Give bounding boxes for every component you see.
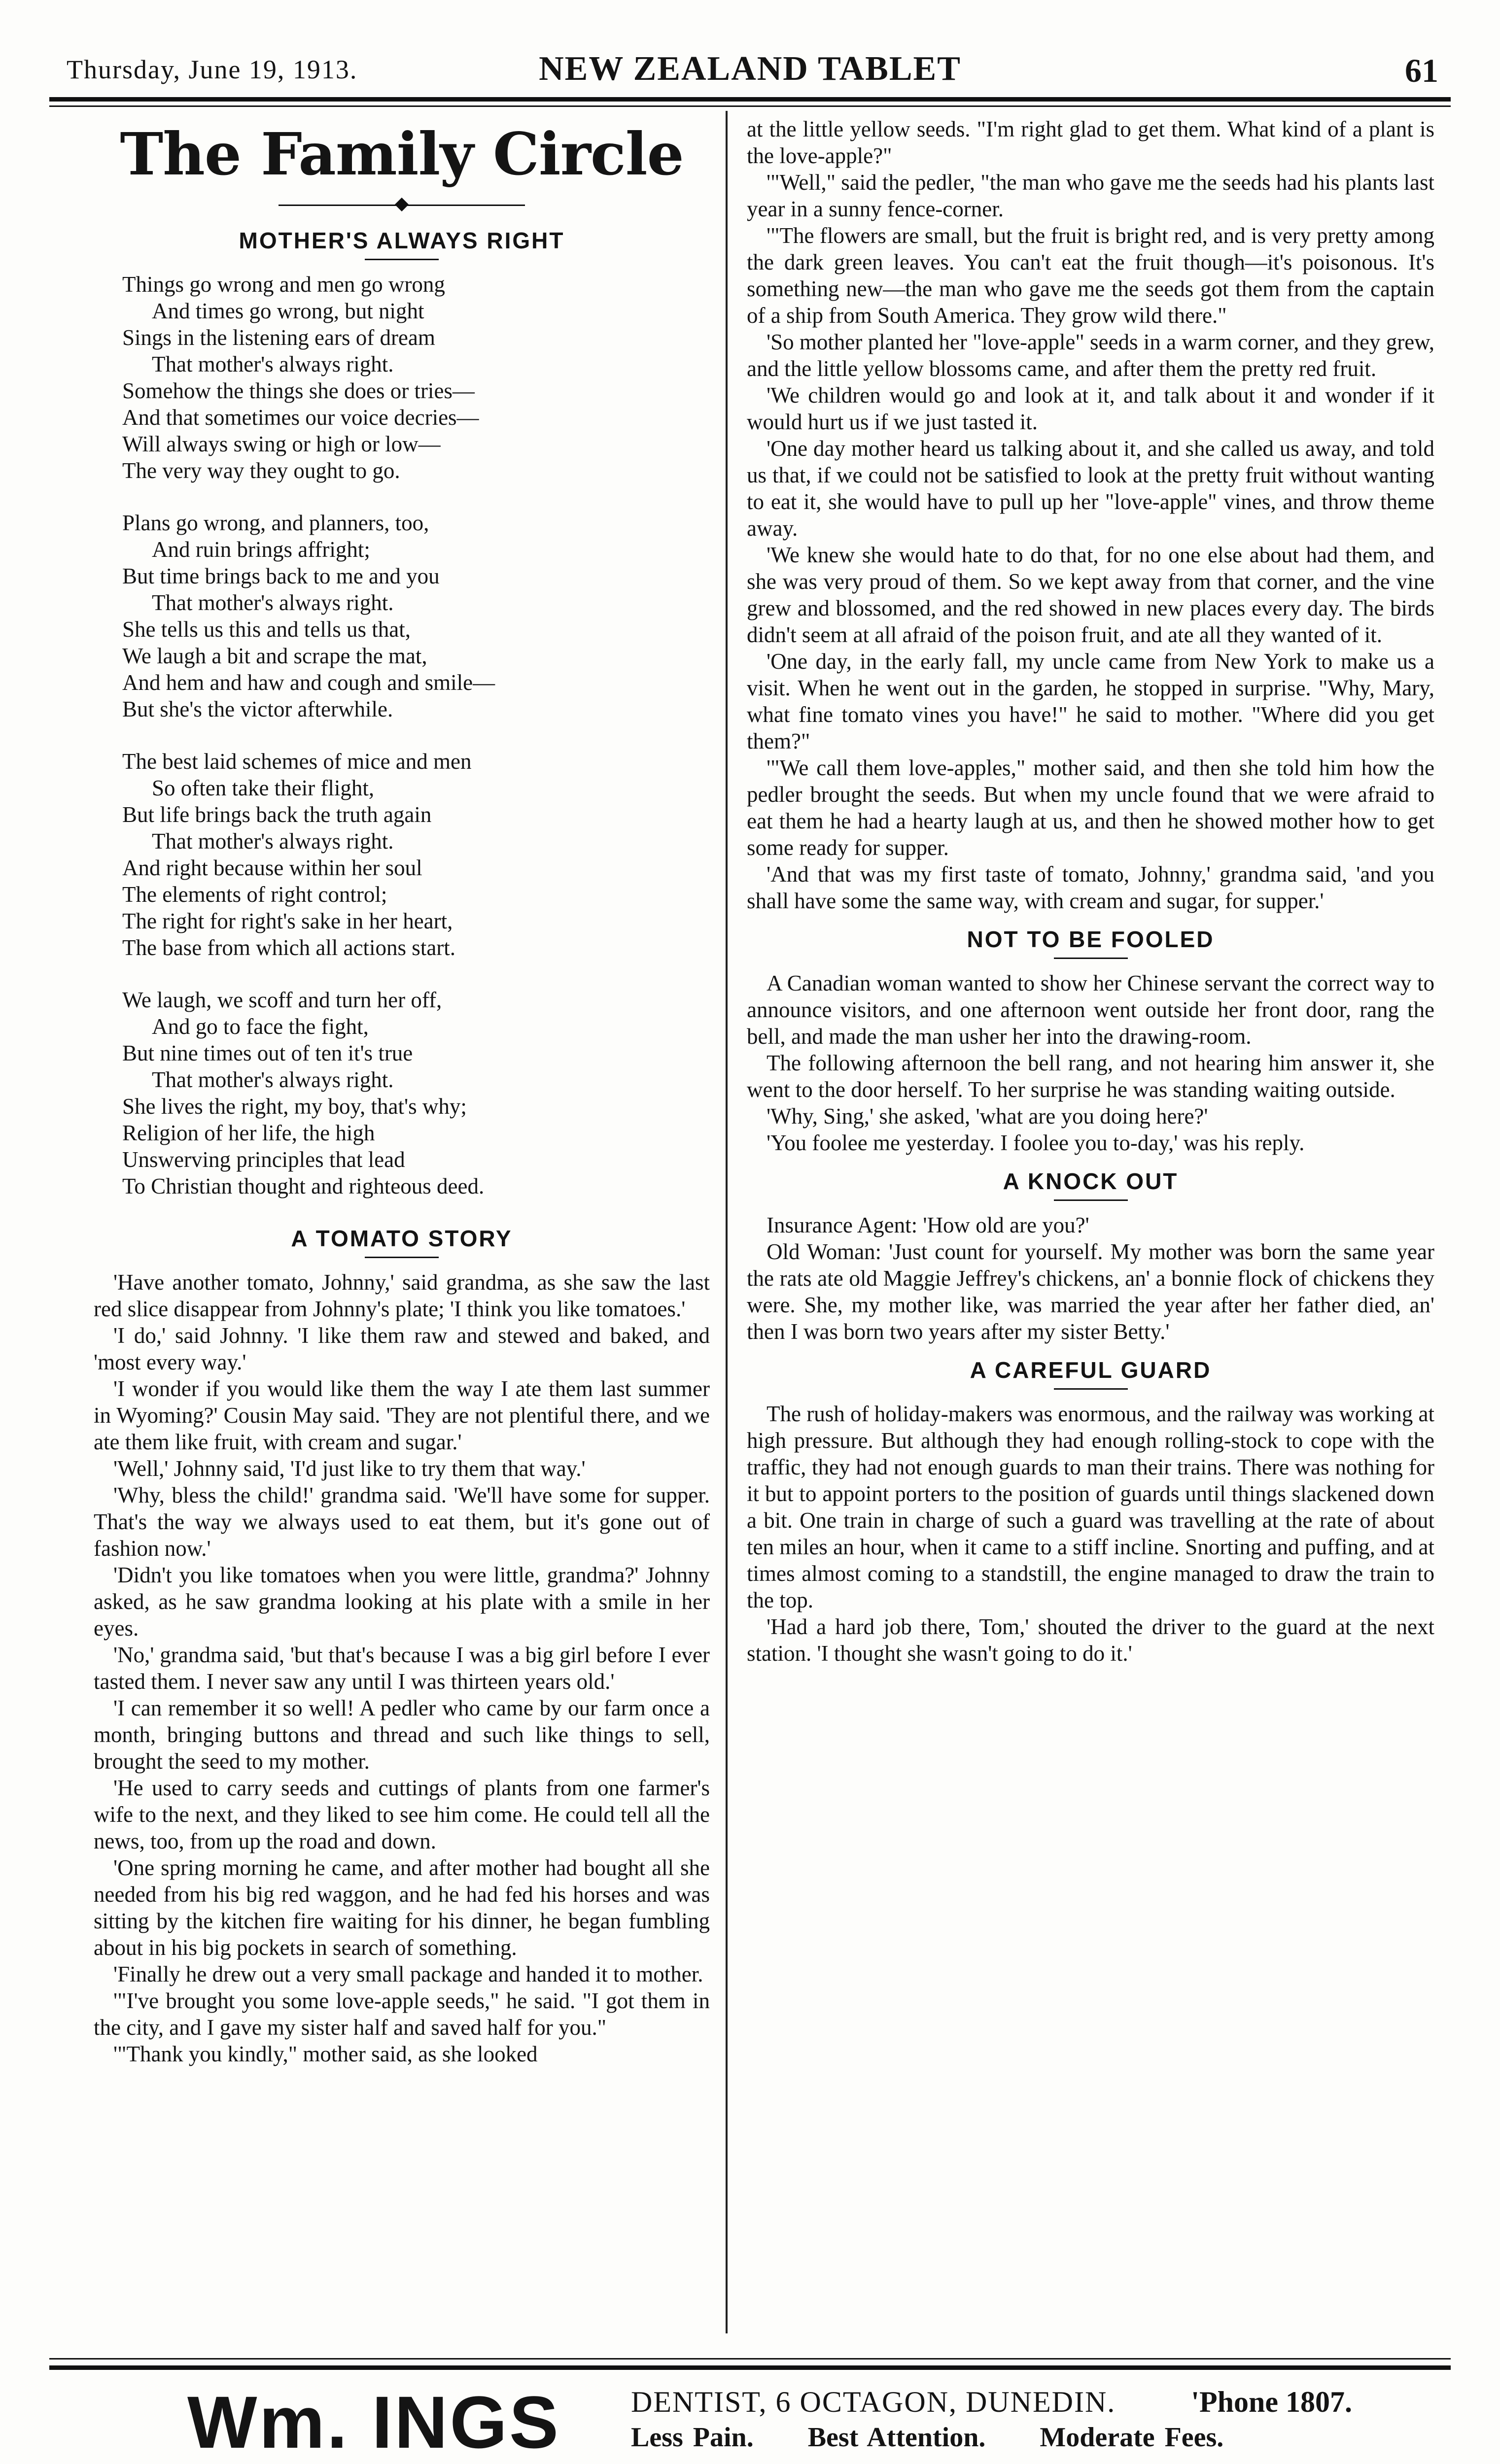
newspaper-name: NEW ZEALAND TABLET: [539, 50, 961, 88]
advert-slogans: [631, 2422, 1268, 2453]
fooled-paragraph: The following afternoon the bell rang, and not hearing him answer it, she went to the door herself. To her surprise he was standing waiting outside.: [747, 1051, 1434, 1102]
heading-rule: [1054, 958, 1128, 959]
tomato-paragraph: 'Have another tomato, Johnny,' said grandma, as she saw the last red slice disappear from Johnny's plate; 'I think you like tomatoes.': [94, 1270, 710, 1321]
guard-paragraph: 'Had a hard job there, Tom,' shouted the driver to the guard at the next station. 'I thought she wasn't going to do it.': [747, 1614, 1434, 1666]
poem-stanza: [122, 748, 710, 961]
poem-stanza: [122, 987, 710, 1199]
tomato-paragraph: 'And that was my first taste of tomato, Johnny,' grandma said, 'and you shall have some the same way, with cream and sugar, for supper.': [747, 862, 1434, 913]
poem-line: She tells us this and tells us that,: [122, 617, 411, 642]
tomato-paragraph: 'We knew she would hate to do that, for no one else about had them, and she was very proud of them. So we kept away from that corner, and the vine grew and blossomed, and the red showed in new places every day. The birds didn't seem at all afraid of the poison fruit, and ate all they wanted of it.: [747, 543, 1434, 647]
poem: [122, 271, 710, 1199]
tomato-story-title: A TOMATO STORY: [291, 1226, 513, 1251]
poem-line: We laugh, we scoff and turn her off,: [122, 988, 442, 1012]
poem-line: Sings in the listening ears of dream: [122, 325, 435, 350]
poem-title: MOTHER'S ALWAYS RIGHT: [239, 228, 565, 253]
ornament-divider: [279, 196, 525, 215]
poem-line: Somehow the things she does or tries—: [122, 378, 475, 403]
guard-paragraph: The rush of holiday-makers was enormous, and the railway was working at high pressure. But although they had enough rolling-stock to cope with the traffic, they had not enough guards to man their trains. There was nothing for it but to appoint porters to the position of guards until things slackened down a bit. One train in charge of such a guard was travelling at the rate of about ten miles an hour, when it came to a stiff incline. Snorting and puffing, and at times almost coming to a standstill, the engine managed to draw the train to the top.: [747, 1402, 1434, 1612]
tomato-paragraph: 'One day, in the early fall, my uncle came from New York to make us a visit. When he went out in the garden, he stopped in surprise. "Why, Mary, what fine tomato vines you have!" he said to mother. "Where did you get them?": [747, 649, 1434, 753]
poem-line: Things go wrong and men go wrong: [122, 272, 445, 297]
fooled-paragraph: 'You foolee me yesterday. I foolee you to-day,' was his reply.: [767, 1130, 1305, 1155]
poem-line: The elements of right control;: [122, 882, 387, 907]
advert-slogan: Moderate Fees.: [1040, 2422, 1224, 2453]
page-number: 61: [1405, 52, 1438, 89]
poem-line: That mother's always right.: [152, 1067, 394, 1092]
poem-line: But nine times out of ten it's true: [122, 1041, 413, 1065]
tomato-paragraph: '"I've brought you some love-apple seeds," he said. "I got them in the city, and I gave my sister half and saved half for you.": [94, 1988, 710, 2040]
poem-stanza: [122, 271, 710, 484]
section-title: The Family Circle: [120, 120, 684, 188]
tomato-paragraph: 'So mother planted her "love-apple" seeds in a warm corner, and they grew, and the little yellow blossoms came, and after them the pretty red fruit.: [747, 330, 1434, 381]
tomato-paragraph: 'We children would go and look at it, and talk about it and wonder if it would hurt us if we just tasted it.: [747, 383, 1434, 434]
tomato-paragraph: 'I do,' said Johnny. 'I like them raw and stewed and baked, and 'most every way.': [94, 1323, 710, 1374]
heading-rule: [365, 259, 439, 260]
poem-line: To Christian thought and righteous deed.: [122, 1174, 485, 1198]
poem-line: The very way they ought to go.: [122, 458, 400, 483]
tomato-paragraph: '"Well," said the pedler, "the man who gave me the seeds had his plants last year in a sunny fence-corner.: [747, 170, 1434, 221]
poem-line: That mother's always right.: [152, 829, 394, 854]
poem-line: And right because within her soul: [122, 856, 422, 880]
fooled-paragraph: 'Why, Sing,' she asked, 'what are you doing here?': [767, 1104, 1208, 1129]
heading-rule: [365, 1257, 439, 1258]
heading-rule: [1054, 1199, 1128, 1201]
right-column: [747, 116, 1434, 1667]
poem-line: That mother's always right.: [152, 352, 394, 376]
poem-line: But life brings back the truth again: [122, 802, 432, 827]
issue-date: Thursday, June 19, 1913.: [67, 55, 358, 84]
tomato-paragraph: '"Thank you kindly," mother said, as she looked: [113, 2042, 538, 2066]
poem-stanza: [122, 510, 710, 722]
tomato-paragraph: 'Why, bless the child!' grandma said. 'We'll have some for supper. That's the way we always used to eat them, but it's gone out of fashion now.': [94, 1483, 710, 1561]
knock-paragraph: Insurance Agent: 'How old are you?': [767, 1213, 1089, 1237]
left-column: [94, 116, 710, 2067]
tomato-paragraph: 'I can remember it so well! A pedler who came by our farm once a month, bringing buttons and thread and such like things to sell, brought the seed to my mother.: [94, 1696, 710, 1774]
poem-line: She lives the right, my boy, that's why;: [122, 1094, 467, 1119]
advert-slogan: Less Pain.: [631, 2422, 754, 2453]
poem-line: And hem and haw and cough and smile—: [122, 670, 495, 695]
poem-line: The best laid schemes of mice and men: [122, 749, 472, 774]
poem-line: And ruin brings affright;: [152, 537, 370, 562]
poem-line: Will always swing or high or low—: [122, 432, 441, 456]
column-divider: [726, 111, 728, 2333]
top-rule-heavy: [49, 97, 1451, 102]
tomato-paragraph: 'He used to carry seeds and cuttings of plants from one farmer's wife to the next, and they liked to see him come. He could tell all the news, too, from up the road and down.: [94, 1776, 710, 1853]
advert-phone: 'Phone 1807.: [1191, 2386, 1352, 2418]
tomato-paragraph-continued: at the little yellow seeds. "I'm right glad to get them. What kind of a plant is the love-apple?": [747, 117, 1434, 168]
poem-line: That mother's always right.: [152, 590, 394, 615]
dentist-advertisement: [49, 2380, 1451, 2464]
poem-line: The base from which all actions start.: [122, 935, 456, 960]
masthead: [52, 49, 1448, 103]
poem-line: Religion of her life, the high: [122, 1121, 375, 1145]
tomato-paragraph: 'Well,' Johnny said, 'I'd just like to try them that way.': [113, 1456, 586, 1481]
bottom-rule-light: [49, 2358, 1451, 2360]
top-rule-light: [49, 105, 1451, 107]
fooled-paragraph: A Canadian woman wanted to show her Chinese servant the correct way to announce visitors, and one afternoon went outside her front door, rang the bell, and made the man usher her into the drawing-room.: [747, 971, 1434, 1049]
tomato-paragraph: 'I wonder if you would like them the way I ate them last summer in Wyoming?' Cousin May said. 'They are not plentiful there, and we ate them like fruit, with cream and sugar.': [94, 1376, 710, 1454]
tomato-paragraph: '"The flowers are small, but the fruit is bright red, and is very pretty among the dark green leaves. You can't eat the fruit though—it's poisonous. It's something new—the man who gave me the seeds got them from the captain of a ship from South America. They grow wild there.": [747, 223, 1434, 328]
tomato-paragraph: 'One spring morning he came, and after mother had bought all she needed from his big red waggon, and he had fed his horses and was sitting by the kitchen fire waiting for his dinner, he began fumbling about in his big pockets in search of something.: [94, 1855, 710, 1960]
tomato-paragraph: '"We call them love-apples," mother said, and then she told him how the pedler brought the seeds. But when my uncle found that we were afraid to eat them he had a hearty laugh at us, and then he showed mother how to get some ready for supper.: [747, 755, 1434, 860]
poem-line: But time brings back to me and you: [122, 564, 440, 588]
poem-line: And go to face the fight,: [152, 1014, 369, 1039]
tomato-paragraph: 'Didn't you like tomatoes when you were little, grandma?' Johnny asked, as he saw grandma looking at his plate with a smile in her eyes.: [94, 1563, 710, 1641]
tomato-paragraph: 'Finally he drew out a very small package and handed it to mother.: [113, 1962, 703, 1986]
poem-line: So often take their flight,: [152, 776, 375, 800]
poem-line: Unswerving principles that lead: [122, 1147, 405, 1172]
poem-line: Plans go wrong, and planners, too,: [122, 511, 429, 535]
knock-paragraph: Old Woman: 'Just count for yourself. My mother was born the same year the rats ate old Maggie Jeffrey's chickens, an' a bonnie flock of chickens they were. She, my mother like, was married the year after her father died, an' then I was born two years after my sister Betty.': [747, 1239, 1434, 1344]
advertiser-name: Wm. INGS: [187, 2381, 561, 2464]
not-to-be-fooled-title: NOT TO BE FOOLED: [967, 926, 1215, 952]
poem-line: And times go wrong, but night: [152, 299, 424, 323]
advert-slogan: Best Attention.: [807, 2422, 986, 2453]
poem-line: And that sometimes our voice decries—: [122, 405, 479, 430]
tomato-paragraph: 'No,' grandma said, 'but that's because I was a big girl before I ever tasted them. I never saw any until I was thirteen years old.': [94, 1643, 710, 1694]
bottom-rule-heavy: [49, 2365, 1451, 2370]
knock-out-title: A KNOCK OUT: [1003, 1168, 1179, 1194]
heading-rule: [1054, 1388, 1128, 1390]
careful-guard-title: A CAREFUL GUARD: [970, 1357, 1212, 1383]
poem-line: But she's the victor afterwhile.: [122, 697, 393, 721]
advert-address: DENTIST, 6 OCTAGON, DUNEDIN.: [631, 2386, 1116, 2418]
poem-line: The right for right's sake in her heart,: [122, 909, 453, 933]
tomato-paragraph: 'One day mother heard us talking about it, and she called us away, and told us that, if we could not be satisfied to look at the pretty fruit without wanting to eat it, she would have to pull up her "love-apple" vines, and throw theme away.: [747, 436, 1434, 541]
poem-line: We laugh a bit and scrape the mat,: [122, 644, 427, 668]
